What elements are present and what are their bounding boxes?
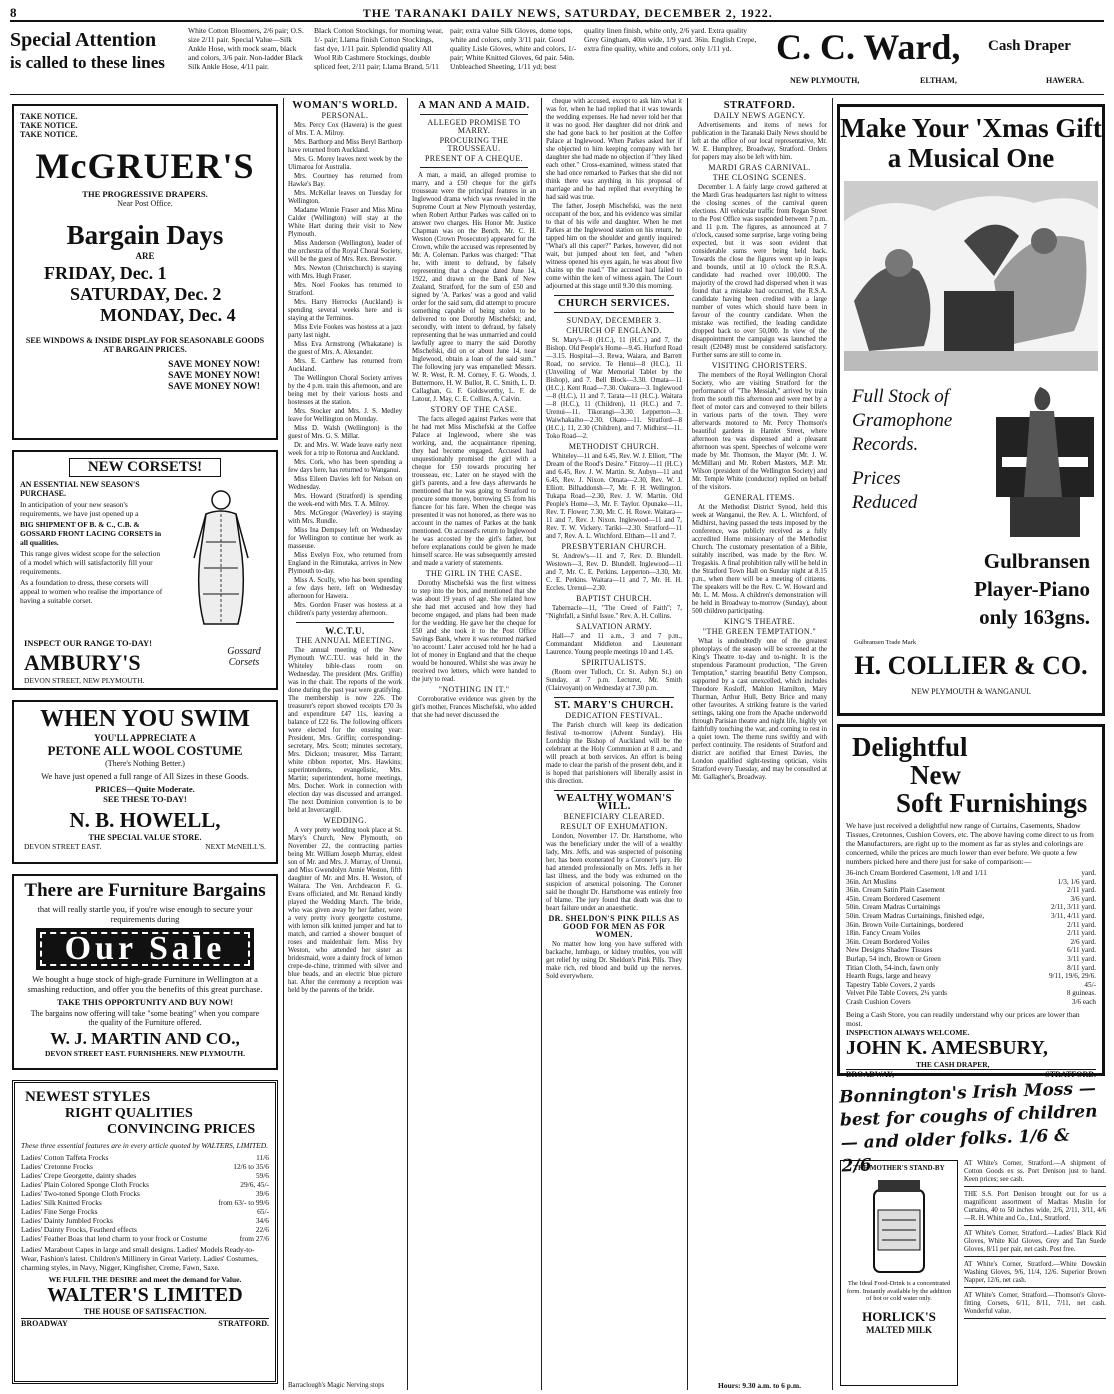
walters-address-right: STRATFORD. [218, 1319, 269, 1328]
price-item-name: Ladies' Crepe Georgette, dainty shades [21, 1171, 137, 1180]
furniture-body: We bought a huge stock of high-grade Furniture in Wellington at a smashing reduction, and offer you the benefits of this great purchase. [27, 974, 263, 994]
save-money: SAVE MONEY NOW! [168, 360, 260, 370]
paper-title: THE TARANAKI DAILY NEWS, SATURDAY, DECEMBER 2, 1922. [362, 5, 773, 20]
furniture-body2: The bargains now offering will take "some beating" when you compare the quality of the Furniture offered. [30, 1009, 260, 1027]
man-maid-sub2: PROCURING THE TROUSSEAU. [439, 136, 509, 153]
price-item-value: 22/6 [255, 1225, 269, 1234]
kings-body: What is undoubtedly one of the greatest photoplays of the season will be screened at the King's Theatre to-day and to-night. It is the stupendous Paramount production, "The Green Temptation," starring beautiful Betty Compson, supported by a cast unexcelled, which includes Theodore Kosloff, Mahlon Hamilton, Mary Thurman, Arthur Hull, Betty Brice and many other favourites. A striking feature is the varied settings, taking one from the Apache underworld through Parisian theatre and night life, highly yet faithfully touching the war, and coming to rest in a quiet town. The theme runs swiftly and with perfect continuity. The residents of Stratford and district are notified that Ernest Davies, the London qualified sight-testing optician, visits Stratford every Tuesday, and may be consulted at Mr. Gallagher's, Broadway. [692, 638, 827, 781]
price-item-name: Tapestry Table Covers, 2 yards [846, 980, 935, 989]
methodist-heading: METHODIST CHURCH. [568, 442, 660, 451]
price-item-value: 8 guineas. [1066, 989, 1096, 998]
price-row [846, 895, 1096, 904]
price-item-name: 36-inch Cream Bordered Casement, 1/8 and 1/11 [846, 869, 987, 877]
mcgruer-location: Near Post Office. [117, 199, 173, 208]
agency-body: Advertisements and items of news for publication in the Taranaki Daily News should be left at the office of our local representative, Mr. W. E. Humphrey, Broadway, Stratford. Orders for papers may also be left with him. [692, 122, 827, 161]
temptation-heading: "THE GREEN TEMPTATION." [702, 627, 817, 636]
price-row [21, 1234, 269, 1243]
price-item-value: 3/6 each [1071, 997, 1096, 1006]
personal-item: Mrs. Barthorp and Miss Beryl Barthorp have returned from Auckland. [288, 139, 402, 154]
price-row [846, 903, 1096, 912]
price-item-value: 3/11 yard. [1067, 954, 1096, 963]
price-item-value: 2/11 yard. [1067, 920, 1096, 929]
walters-l2: RIGHT QUALITIES [65, 1106, 193, 1121]
church-services-title: CHURCH SERVICES. [557, 298, 671, 309]
price-row [21, 1216, 269, 1225]
mardi-heading: MARDI GRAS CARNIVAL. [708, 163, 811, 172]
ward-town-3: HAWERA. [1046, 76, 1085, 85]
pills-heading: DR. SHELDON'S PINK PILLS AS GOOD FOR MEN AS FOR WOMEN. [548, 914, 680, 939]
walters-guarantee: WE FULFIL THE DESIRE and meet the demand for Value. [48, 1275, 242, 1284]
corsets-body1: In anticipation of your new season's requirements, we have just opened up a [20, 500, 139, 518]
girl-heading: THE GIRL IN THE CASE. [425, 569, 523, 578]
price-item-value: 2/11 yard. [1067, 929, 1096, 938]
barraclough-footer: Barraclough's Magic Nerving stops [288, 1382, 402, 1390]
save-money: SAVE MONEY NOW! [168, 382, 260, 392]
collier-advert [837, 104, 1105, 716]
special-line1: Special Attention [10, 29, 157, 51]
save-money: SAVE MONEY NOW! [168, 371, 260, 381]
white-advert-item: AT White's Corner, Stratford.—White Dowskin Washing Gloves, 9/6, 11/4, 12/6. Superior Brown Napper, 12/6, net cash. [964, 1261, 1106, 1288]
amesbury-inspection: INSPECTION ALWAYS WELCOME. [846, 1027, 970, 1037]
horlick-caption: The Ideal Food-Drink is a concentrated form. Instantly available by the addition of hot or cold water only. [846, 1280, 952, 1302]
price-item-name: Velvet Pile Table Covers, 2¼ yards [846, 989, 947, 998]
personal-item: Miss Evelyn Fox, who returned from England in the Rimutaka, arrives in New Plymouth to-day. [288, 552, 402, 575]
personal-item: Mrs. Gordon Fraser was hostess at a children's party yesterday afternoon. [288, 602, 402, 617]
gossard-brand: Gossard Corsets [227, 646, 261, 668]
personal-item: Mrs. Courtney has returned from Hawke's Bay. [288, 173, 402, 188]
hours-line: Hours: 9.30 a.m. to 6 p.m. [692, 1382, 827, 1390]
exhumation-heading: RESULT OF EXHUMATION. [560, 822, 668, 831]
price-row [846, 998, 1096, 1007]
amesbury-name: JOHN K. AMESBURY, [846, 1036, 1048, 1059]
amesbury-intro: We have just received a delightful new range of Curtains, Casements, Shadow Tissues, Cretonnes, Cushion Covers, etc. The above having come direct to us from the Manufacturers, are right up to the moment as far as styles and colorings are concerned, while the prices are much lower than ever before. We quote a few numbers picked here and there just for sake of comparison:— [846, 821, 1094, 866]
swim-line1: YOU'LL APPRECIATE A [94, 733, 196, 743]
man-maid-body2: The facts alleged against Parkes were that he had met Miss Mischefski at the Coffee Palace at Inglewood, where she was working, and, the acquaintance ripening, they had become engaged. Accused had unquestionably promised the girl with a cheque for £50 towards procuring her trousseau, etc. Later on he stayed with the girl's parents, and a few days afterwards he mentioned that he was going to Stratford to procure some money, borrowing £5 from his fiancee for his fare. When the cheque was presented it was not honored, as there was no account in the names of Parkes at the bank mentioned. On accused's return to Inglewood he was accosted by the girl's father, but before explanations could be given he made himself scarce. He was subsequently arrested and made a variety of statements. [412, 416, 536, 567]
personal-item: The Wellington Choral Society arrives by the 4 p.m. train this afternoon, and are being met by their various hosts and hostesses at the station. [288, 375, 402, 406]
ward-logo [770, 26, 1104, 90]
price-item-name: Ladies' Fine Serge Frocks [21, 1207, 98, 1216]
mardi-body: December 1. A fairly large crowd gathered at the Mardi Gras headquarters last night to witness the closing scenes of the carnival queen elections. All vehicular traffic from Regan Street to the Post Office was suspended between 7 p.m. and 11 p.m. The figures, as announced at 7 o'clock, caused some surprise, large voting being expected, but it was soon evident that considerable sums were being held back. Towards the close the figures went up in leaps and bounds, until at 10 o'clock the R.S.A. candidate had reached over 100,000. The majority of the crowd had dispersed when it was found that a mistake had occurred, the R.S.A. candidate having been credited with a large number of votes which should have been in favour of the country candidate. When the mistake was rectified, the leading candidate dropped back to over 50,000. In view of the disappointment the campaign was launched the result (£2048) must be considered satisfactory. Further sums are still to come in. [692, 184, 827, 359]
baptist-heading: BAPTIST CHURCH. [576, 594, 652, 603]
price-item-name: Hearth Rugs, large and heavy [846, 972, 932, 981]
stratford-column [692, 98, 827, 1390]
amesbury-line1: Delightful [852, 732, 968, 762]
spiritualist-body: (Room over Tulloch, Cr. St. Aubyn St.) on Sunday, at 7 p.m. Lecturer, Mr. Smith (Clairvoyant) on Wednesday at 7.30 p.m. [546, 669, 682, 692]
furniture-headline: There are Furniture Bargains [24, 880, 266, 901]
price-row [846, 912, 1096, 921]
amesbury-advert [837, 724, 1105, 1079]
price-item-value: 3/11, 4/11 yard. [1051, 911, 1096, 920]
price-item-name: 45in. Cream Bordered Casement [846, 894, 941, 903]
special-attention-heading [10, 28, 180, 90]
col4-body2: The father, Joseph Mischefski, was the next occupant of the box, and his evidence was similar to that of his wife and daughter. When he met Parkes at the Inglewood station on his return, he tapped him on the shoulder and gently inquired: "What's all this caper?" Parkes, however, did not wait, but jumped about ten feet, and "when witness opened his eyes again, he was about five chains up the road." The accused had failed to come within the ken of witness again. The Court adjourned at this stage until 9.30 this morning. [546, 203, 682, 290]
methodist-body: Whiteley—11 and 6.45, Rev. W. J. Elliott, "The Dream of the Rood's Desire." Fitzroy—11 (H.C.) and 6.45, Rev. J. W. Martin. St. Aubyn—11 and 6.45, Rev. J. Nixon. Omata—2.30, Rev. W. J. Elliott. Bilhaddonsh—7, Mr. F. H. Wellington. Tukapa Road—2.30, Rev. J. W. Martin. Old People's Home—3, Mr. F. Taylor. Opunake—11, Rev. T. Flower; 7.30, Mr. C. H. Rowe. Waitara—11 and 7, Rev. J. Nixon. Inglewood—11 and 7, Rev. T. W. Vickery. Tariki—2.30. Stratford—11 and 7, Rev. A. L. Witchford. Eltham—11 and 7. [546, 453, 682, 540]
price-row [846, 989, 1096, 998]
baptist-body: Tabernacle—11, "The Creed of Faith"; 7, "Nightfall, a Sinful Issue." Rev. A. H. Collins. [546, 605, 682, 620]
personal-item: Mrs. McGregor (Waverley) is staying with Mrs. Rundle. [288, 510, 402, 525]
gramophone-word: Gramophone [852, 410, 953, 431]
bargain-day-2: SATURDAY, Dec. 2 [70, 284, 222, 304]
masthead [10, 6, 1104, 22]
ward-name: C. C. Ward, [776, 27, 961, 67]
bargain-day-3: MONDAY, Dec. 4 [100, 305, 236, 325]
personal-item: Mrs. Harry Herrocks (Auckland) is spending several weeks here and is staying at the Terminus. [288, 299, 402, 322]
column-rule [283, 98, 284, 1390]
horlick-jar-icon [864, 1176, 934, 1276]
price-row [21, 1180, 269, 1189]
amesbury-trade: THE CASH DRAPER, [916, 1059, 990, 1069]
wealthy-heading: WEALTHY WOMAN'S WILL. [556, 793, 672, 812]
sunday-heading: SUNDAY, DECEMBER 3. [566, 316, 662, 325]
closing-heading: THE CLOSING SCENES. [712, 173, 807, 182]
wedding-heading: WEDDING. [323, 816, 367, 825]
price-item-name: 18in. Fancy Cream Voiles [846, 929, 921, 938]
reduced-word: Reduced [852, 492, 918, 513]
personal-item: Mrs. McKellar leaves on Tuesday for Wellington. [288, 190, 402, 205]
price-item-name: 36in. Art Muslins [846, 877, 897, 886]
price-item-name: Ladies' Dainty Frocks, Featherd effects [21, 1225, 137, 1234]
price-row [846, 946, 1096, 955]
wctu-heading: W.C.T.U. [325, 626, 365, 636]
price-item-value: 65/- [257, 1207, 269, 1216]
spiritualist-heading: SPIRITUALISTS. [581, 658, 647, 667]
walters-extra: Ladies' Marabout Capes in large and small designs. Ladies' Models Ready-to-Wear, Fashion's latest. Children's Millinery in Great Variety. Ladies' Costumes, charming styles, in Navy, Nigger, Kingfisher, Creme, Fawn, Saxe. [21, 1245, 258, 1272]
martin-furniture-advert [12, 874, 278, 1070]
price-item-value: 3/6 yard. [1070, 894, 1096, 903]
amesbury-address-right: STRATFORD. [1045, 1069, 1096, 1079]
womans-world-column [288, 98, 402, 1390]
top-advert-band [10, 24, 1104, 95]
walters-price-list [21, 1153, 269, 1243]
price-item-name: Ladies' Feather Boas that lend charm to your frock or Costume [21, 1234, 208, 1243]
price-item-value: 2/6 yard. [1070, 937, 1096, 946]
price-item-value: 11/6 [256, 1153, 269, 1162]
ward-town-1: NEW PLYMOUTH, [790, 76, 860, 85]
price-item-name: Ladies' Two-toned Sponge Cloth Frocks [21, 1189, 140, 1198]
presbyterian-heading: PRESBYTERIAN CHURCH. [561, 542, 667, 551]
man-maid-body4: Corroborative evidence was given by the girl's mother, Frances Mischefski, who added that she had never discussed the [412, 696, 536, 719]
column-rule [407, 98, 408, 1390]
take-notice: TAKE NOTICE. [20, 121, 78, 130]
womans-world-title: WOMAN'S WORLD. [292, 100, 398, 111]
personal-item: Mrs. Cork, who has been spending a few days here, has returned to Wanganui. [288, 459, 402, 474]
white-corner-adverts [964, 1160, 1106, 1386]
price-row [21, 1198, 269, 1207]
beneficiary-heading: BENEFICIARY CLEARED. [563, 812, 665, 821]
ward-text-col1: White Cotton Bloomers, 2/6 pair; O.S. size 2/11 pair. Special Value—Silk Ankle Hose, with mock seam, black and colors, 3/6 pair. Non-ladder Black Silk Ankle Hose, 4/11 pair. [188, 26, 304, 71]
ward-text-col3: pair; extra value Silk Gloves, dome tops, white and colors, only 3/11 pair. Good quality Lisle Gloves, white and colors, 1/- pair; White Knitted Gloves, 6d pair. 54in. Unbleached Sheeting, 1/11 yd; best [450, 26, 577, 71]
price-item-value: 2/11, 3/11 yard. [1051, 903, 1096, 912]
price-row [846, 886, 1096, 895]
corsets-line1: AN ESSENTIAL NEW SEASON'S PURCHASE. [20, 480, 140, 498]
price-item-value: 39/6 [255, 1189, 269, 1198]
man-maid-body3: Dorothy Mischefski was the first witness to step into the box, and mentioned that she was about 19 years of age. She related how she had met accused and how they had become engaged, and plans had been made for the wedding. He gave her the cheque for £50 and she took it to the Post Office Savings Bank, where it was returned marked 'no account.' Later accused told her he had a lot of money in England and that the cheque would be honoured. Whilst she was away he received two letters, which were handed to the jury to read. [412, 580, 536, 683]
price-row [846, 955, 1096, 964]
swim-line3: (There's Nothing Better.) [105, 759, 185, 768]
ward-town-2: ELTHAM, [920, 76, 957, 85]
price-item-value: 29/6, 45/- [240, 1180, 269, 1189]
personal-item: Mrs. Stocker and Mrs. J. S. Medley leave for Wellington on Monday. [288, 408, 402, 423]
walters-l1: NEWEST STYLES [25, 1089, 151, 1105]
personal-item: Miss Eva Armstrong (Whakatane) is the guest of Mrs. A. Alexander. [288, 341, 402, 356]
price-item-name: 50in. Cream Madras Curtainings, finished edge, [846, 911, 985, 920]
howell-store: THE SPECIAL VALUE STORE. [88, 833, 202, 842]
furniture-take: TAKE THIS OPPORTUNITY AND BUY NOW! [56, 997, 234, 1007]
collier-stock-block [852, 385, 952, 515]
price-item-name: 36in. Brown Voile Curtainings, bordered [846, 920, 964, 929]
walters-intro: These three essential features are in every article quoted by WALTERS, LIMITED. [21, 1141, 268, 1150]
visiting-body: The members of the Royal Wellington Choral Society, who are visiting Stratford for the performance of "The Messiah," arrived by train from the south this afternoon and were met by a fleet of motor cars and conveyed to their billets in various parts of the town. They were afterwards motored to Mr. Percy Thomson's beautiful gardens in Hamlet Street, where afternoon tea was dispensed and a pleasant afternoon was spent. Speeches of welcome were made by Mr. Thomson, the Mayor (Mr. J. W. McMillan) and Mr. Robert Masters, M.P. Mr. Wilson (president of the Wellington Society) and Mr. Temple White (conductor) replied on behalf of the visitors. [692, 372, 827, 491]
see-windows: SEE WINDOWS & INSIDE DISPLAY FOR SEASONABLE GOODS AT BARGAIN PRICES. [25, 336, 265, 354]
amesbury-address-left: BROADWAY, [846, 1069, 895, 1079]
personal-item: Miss A. Scully, who has been spending a few days here, left on Wednesday afternoon for Hawera. [288, 577, 402, 600]
price-item-name: Burlap, 54 inch, Brown or Green [846, 954, 941, 963]
coe-heading: CHURCH OF ENGLAND. [566, 326, 662, 335]
stratford-title: STRATFORD. [723, 100, 796, 111]
price-163gns: only 163gns. [979, 605, 1090, 629]
price-row [846, 981, 1096, 990]
walters-l3: CONVINCING PRICES [107, 1122, 256, 1137]
inspect-range: INSPECT OUR RANGE TO-DAY! [24, 638, 152, 648]
price-row [846, 869, 1096, 878]
price-item-name: Crash Cushion Covers [846, 997, 911, 1006]
white-advert-item: AT White's Corner, Stratford.—Ladies' Black Kid Gloves, White Kid Gloves, Grey and Tan Suede Gloves, 8/11 per pair, net cash. Post free. [964, 1230, 1106, 1257]
price-row [846, 972, 1096, 981]
swim-line2: PETONE ALL WOOL COSTUME [47, 743, 243, 758]
price-item-name: Ladies' Silk Knitted Frocks [21, 1198, 102, 1207]
our-sale-banner: Our Sale [36, 928, 254, 970]
amesbury-note: Being a Cash Store, you can readily understand why our prices are lower than most. [846, 1009, 1080, 1028]
corsets-shipment: BIG SHIPMENT OF B. & C., C.B. & GOSSARD FRONT LACING CORSETS in all qualities. [20, 520, 162, 547]
bargain-days: Bargain Days [66, 220, 224, 250]
amesbury-price-list [846, 869, 1096, 1007]
price-item-value: 1/3, 1/6 yard. [1057, 877, 1096, 886]
agency-heading: DAILY NEWS AGENCY. [713, 111, 806, 120]
horlick-advert [840, 1160, 958, 1386]
price-item-name: 50in. Cream Madras Curtainings [846, 903, 941, 912]
swim-line4: We have just opened a full range of All Sizes in these Goods. [41, 771, 249, 781]
personal-item: Miss Anderson (Wellington), leader of the orchestra of the Royal Choral Society, will be the guest of Mrs. Rex. Brewster. [288, 240, 402, 263]
white-advert-item: AT White's Corner, Stratford.—Thomson's Glove-fitting Corsets, 6/11, 8/11, 7/11, net cash. Wonderful value. [964, 1292, 1106, 1319]
page-number: 8 [10, 5, 18, 20]
price-item-value: 8/11 yard. [1067, 963, 1096, 972]
take-notice: TAKE NOTICE. [20, 130, 78, 139]
price-item-value: 59/6 [255, 1171, 269, 1180]
presbyterian-body: St. Andrew's—11 and 7, Rev. D. Blundell. Westown—3, Rev. D. Blundell. Inglewood—11 and 7, Mr. C. E. Perkins. Lepperton—3.30, Mr. C. E. Perkins. Waitara—11 and 7, Mr. H. H. Eccles. Urenui—2.30. [546, 553, 682, 592]
personal-item: Dr. and Mrs. W. Wade leave early next week for a trip to Rotorua and Auckland. [288, 442, 402, 457]
price-item-name: Ladies' Dainty Jumbled Frocks [21, 1216, 113, 1225]
collier-line2: a Musical One [887, 143, 1055, 173]
nothing-heading: "NOTHING IN IT." [438, 685, 510, 694]
column-rule [687, 98, 688, 1390]
price-row [21, 1225, 269, 1234]
prices-word: Prices [852, 468, 901, 489]
price-item-name: Ladies' Cotton Taffeta Frocks [21, 1153, 109, 1162]
howell-address-right: NEXT McNEILL'S. [205, 842, 266, 851]
ambury-name: AMBURY'S [24, 650, 141, 675]
ward-text-col2: Black Cotton Stockings, for morning wear, 1/- pair; Llama finish Cotton Stockings, fast dye, 1/11 pair. Splendid quality All Wool Rib Cashmere Stockings, double spliced feet, 2/11 pair; Llama Brand, 5/11 [314, 26, 444, 71]
price-item-value: yard. [1081, 869, 1096, 877]
full-stock: Full Stock of [852, 386, 950, 407]
st-marys-body: The Parish church will keep its dedication festival to-morrow (Advent Sunday). His Lordship the Bishop of Auckland will be the celebrant at the Holy Communion at 8 a.m., and will preach at both services. An effort is being made to clear the parish of the present debt, and it is hoped that parishioners will liberally assist in this direction. [546, 722, 682, 785]
martin-name: W. J. MARTIN AND CO., [50, 1029, 240, 1048]
personal-item: Mrs. Howard (Stratford) is spending the week-end with Mrs. T. A. Milroy. [288, 493, 402, 508]
man-maid-sub1: ALLEGED PROMISE TO MARRY. [427, 118, 521, 135]
bargain-day-1: FRIDAY, Dec. 1 [44, 263, 167, 283]
furniture-line1: that will really startle you, if you're wise enough to secure your requirements during [37, 904, 253, 924]
price-item-value: 12/6 to 35/6 [233, 1162, 269, 1171]
player-piano-word: Player-Piano [974, 577, 1090, 601]
walters-motto: THE HOUSE OF SATISFACTION. [83, 1307, 207, 1316]
personal-item: Mrs. G. Morey leaves next week by the Ulimaroa for Australia. [288, 156, 402, 171]
price-item-value: 6/11 yard. [1067, 946, 1096, 955]
personal-item: Mrs. E. Carthew has returned from Auckland. [288, 358, 402, 373]
price-row [846, 921, 1096, 930]
price-row [846, 964, 1096, 973]
collier-line1: Make Your 'Xmas Gift [840, 113, 1102, 143]
personal-heading: PERSONAL. [321, 111, 369, 120]
howell-address-left: DEVON STREET EAST. [24, 842, 102, 851]
corsets-title: NEW CORSETS! [69, 458, 221, 477]
are-word: ARE [135, 251, 155, 261]
walters-name: WALTER'S LIMITED [47, 1284, 243, 1306]
ward-text-col4: quality linen finish, white only, 2/6 yard. Extra quality Grey Gingham, 40in wide, 1/9 yard. 36in. English Crepe, extra fine quality, white and colors, only 1/11 yd. [584, 26, 757, 53]
price-row [846, 938, 1096, 947]
mcgruer-tagline: THE PROGRESSIVE DRAPERS. [82, 189, 208, 199]
mcgruer-advert [12, 104, 278, 440]
personal-item: Madame Winnie Fraser and Miss Mina Calder (Wellington) will stay at the White Hart during their visit to New Plymouth. [288, 207, 402, 238]
personal-item: Miss Evie Fookes was hostess at a jazz party last night. [288, 324, 402, 339]
corsets-body2: This range gives widest scope for the selection of a model which will satisfactorily fill your requirements. [20, 549, 161, 576]
collier-piano-block [840, 547, 1102, 631]
take-notice: TAKE NOTICE. [20, 112, 78, 121]
coe-body: St. Mary's—8 (H.C.), 11 (H.C.) and 7, the Bishop. Old People's Home—9.45. Hurford Road—3.15. Hospital—3. Rewa, Waiara, and Barrett Road, no service. Te Henui—8 (H.C.), 11 (Unveiling of War Memorial Tablet by the Bishop), and 7. Bell Block—3.30. Omata—11 (H.C.). Kent Road—7.30. Oakura—3. Inglewood—8 (H.C.), 11 and 7. Tarata—11 (H.C.). Waitara—8 (H.C.), 11 (Children), 11 (H.C.) and 7. Urenui—11. Tikorangi—3.30. Lepperton—3. Waiwhakaiho—2.30. Okato—11. Stratford—8 (H.C.), 11, 2.30 (Children), and 7. Midhirst—11. Toko Road—2. [546, 337, 682, 440]
personal-item: Mrs. Percy Cox (Hawera) is the guest of Mrs. T. A. Milroy. [288, 122, 402, 137]
general-body: At the Methodist District Synod, held this week at Wanganui, the Rev. A. L. Witchford, of Midhirst, having passed the tests imposed by the conference, was publicly received as a fully accredited Home missionary of the Methodist Church. The customary presentation of a Bible, suitably inscribed, was made by the Rev. W. Tregaskis. A final prohibition rally will be held in the Stratford Town Hall on Sunday night at 8.15 p.m., when there will be a meeting of citizens. The speakers will be the Rev. C. W. Howard and Mr. L. M. Moss. A children's demonstration will be held in Broadway to-morrow (Sunday), about 500 children participating. [692, 504, 827, 615]
swim-see: SEE THESE TO-DAY! [103, 794, 187, 804]
personal-item: Mrs. Newton (Christchurch) is staying with Mrs. Hugh Fraser. [288, 265, 402, 280]
price-item-value: from 63/- to 99/6 [218, 1198, 269, 1207]
ambury-corset-advert [12, 450, 278, 690]
ward-trade: Cash Draper [988, 38, 1071, 54]
price-item-name: 36in. Cream Bordered Voiles [846, 937, 930, 946]
martin-address: DEVON STREET EAST. FURNISHERS. NEW PLYMOUTH. [44, 1049, 246, 1058]
column-rule [832, 98, 833, 1390]
amesbury-line2: New [910, 760, 961, 790]
story-heading: STORY OF THE CASE. [430, 405, 518, 414]
price-row [21, 1207, 269, 1216]
swim-prices: PRICES—Quite Moderate. [95, 784, 195, 794]
gulbransen-word: Gulbransen [983, 549, 1090, 573]
price-row [21, 1153, 269, 1162]
annual-meeting-heading: THE ANNUAL MEETING. [295, 636, 395, 645]
howell-swim-advert [12, 700, 278, 864]
price-row [21, 1171, 269, 1180]
price-row [21, 1189, 269, 1198]
price-item-name: 36in. Cream Satin Plain Casement [846, 886, 945, 895]
personal-item: Miss Eileen Davies left for Nelson on Wednesday. [288, 476, 402, 491]
general-heading: GENERAL ITEMS. [724, 493, 795, 502]
price-row [846, 878, 1096, 887]
kings-heading: KING'S THEATRE. [723, 617, 796, 626]
personal-item: Miss Ina Dempsey left on Wednesday for Wellington to continue her work as masseuse. [288, 527, 402, 550]
horlick-product: MALTED MILK [866, 1324, 932, 1335]
walters-advert [12, 1080, 278, 1384]
salvation-body: Hall—7 and 11 a.m., 3 and 7 p.m., Commandant Middleton and Lieutenant Laurence. Young people meetings 10 and 1.45. [546, 633, 682, 656]
personal-item: Mrs. Noel Fookes has returned to Stratford. [288, 282, 402, 297]
man-maid-title: A MAN AND A MAID. [418, 100, 530, 111]
amesbury-line3: Soft Furnishings [896, 788, 1088, 818]
st-marys-heading: ST. MARY'S CHURCH. [554, 700, 674, 711]
price-item-name: Titian Cloth, 54-inch, fawn only [846, 963, 939, 972]
col4-body1: cheque with accused, except to ask him what it was for, when he had replied that it was towards the wedding expenses. He had never told her that it was no good. Her daughter did not drink and she had gone back to her position at the Coffee Palace at Inglewood. When Parkes asked her if she objected to him keeping company with her daughter she had made no objection if "they liked each other." Cross-examined, witness stated that she had once remarked to Parkes that she did not think there was anything in his proposal of marriage and he had replied that everything he had said was true. [546, 98, 682, 201]
visiting-heading: VISITING CHORISTERS. [711, 361, 808, 370]
mcgruer-name: McGRUER'S [35, 146, 255, 186]
pills-body: No matter how long you have suffered with backache, lumbago, or kidney troubles, you will get relief by using Dr. Sheldon's Pink Pills. They make rich, red blood and build up the nerves. Sold everywhere. [546, 941, 682, 980]
bonnington-script-advert: Bonnington's Irish Moss — best for coughs of children — and older folks. 1/6 & 2/6 [838, 1078, 1098, 1177]
personal-items [288, 122, 402, 618]
dedication-heading: DEDICATION FESTIVAL. [565, 711, 663, 720]
horlick-top: THE MOTHER'S STAND-BY [853, 1164, 945, 1172]
price-row [21, 1162, 269, 1171]
records-word: Records. [852, 434, 919, 455]
corset-figure-icon [176, 486, 266, 636]
piano-player-icon [990, 387, 1100, 537]
column-rule [541, 98, 542, 1390]
white-advert-item: THE S.S. Port Denison brought out for us a magnificent assortment of Madras Muslin for Curtains, 40 to 50 inches wide, 2/6, 2/11, 3/11, 4/6—R. H. White and Co., Ltd., Stratford. [964, 1191, 1106, 1226]
collier-towns: NEW PLYMOUTH & WANGANUI. [911, 687, 1031, 696]
swim-headline: WHEN YOU SWIM [40, 706, 250, 732]
price-item-value: 45/- [1084, 980, 1096, 989]
price-item-name: Ladies' Plain Colored Sponge Cloth Frocks [21, 1180, 149, 1189]
wealthy-body: London, November 17. Dr. Hartsthorne, who was the beneficiary under the will of a wealthy lady, Mrs. Jeffs, and was suspected of poisoning her, has been exonerated by a Coroner's jury. He had attended professionally on Mrs. Jeffs in her last illness, and the body was exhumed on the suspicion of arsenical poisoning. The Coroner said he thought Dr. Hartsthorne was entirely free of blame. The jury found that death was due to heart failure under an anaesthetic. [546, 833, 682, 912]
white-advert-item: AT White's Corner, Stratford.—A shipment of Cotton Goods ex ss. Port Denison just to hand. Keen prices; see cash. [964, 1160, 1106, 1187]
gulbransen-trademark: Gulbransen Trade Mark [854, 639, 917, 646]
howell-name: N. B. HOWELL, [69, 808, 221, 832]
gramophone-illustration-icon [844, 181, 1098, 371]
wedding-body: A very pretty wedding took place at St. Mary's Church, New Plymouth, on November 22, the contracting parties being Mr. William Joseph Murray, eldest son of Mr. and Mrs. J. Murray, of Urenui, and Miss Gwendolyn Annie Weston, fifth daughter of Mr. and Mrs. H. Weston, of Waitara. The Ven. Archdeacon F. G. Evans officiated, and Mr. Renaud kindly played the Wedding March. The bride, who was given away by her father, wore a very pretty ivory georgette costume, with lemon silk knitted jumper and hat to match, and carried a shower bouquet of roses and maidenhair fern. Miss Ivy Weston, who attended her sister as bridesmaid, wore a dainty frock of lemon crepe-de-chine, trimmed with silver and blue beads, and an electric blue picture hat. After the ceremony a reception was held by the parents of the bride. [288, 827, 402, 994]
price-item-value: 34/6 [255, 1216, 269, 1225]
man-maid-body1: A man, a maid, an alleged promise to marry, and a £50 cheque for the girl's trousseau were the principal features in an Inglewood drama which was revealed in the Supreme Court at New Plymouth yesterday, when Robert Arthur Parkes was called on to answer two charges. His Honor Mr. Justice Chapman was on the Bench. Mr. C. H. Weston (Crown Prosecutor) appeared for the Crown, while the accused was represented by Mr. A. Coleman. Parkes was charged: "That he, with intent to defraud, by falsely representing that a cheque dated June 14, 1922, and drawn on the Bank of New Zealand, Stratford, for the sum of £50 and signed by 'A. Parkes' was a good and valid order for the said sum, did attempt to procure something capable of being stolen to be delivered to one Dorothy Mischefski; and, secondly, with intent to defraud, by falsely representing that he was unmarried and could lawfully agree to marry the said Dorothy Mischefski, did on or about June 14, near Inglewood, obtain a loan of the said sum." The following jury was empanelled: Messrs. W. R. West, R. M. Corney, F. G. Woods, J. Buttermore, H. W. Bullot, R. C. Smith, L. D. Callaghan, G. F. Goldsworthy, L. F. de Latour, J. May, C. E. Collins, A. Calvin. [412, 172, 536, 403]
church-services-column [546, 98, 682, 1390]
price-item-value: from 27/6 [239, 1234, 269, 1243]
price-item-name: Ladies' Cretonne Frocks [21, 1162, 93, 1171]
walters-address-left: BROADWAY [21, 1319, 68, 1328]
collier-name: H. COLLIER & CO. [854, 651, 1088, 680]
price-item-value: 9/11, 19/6, 29/6. [1048, 972, 1096, 981]
price-item-value: 2/11 yard. [1067, 886, 1096, 895]
corsets-body3: As a foundation to dress, these corsets will appeal to women who realise the importance of having a suitable corset. [20, 578, 163, 605]
personal-item: Miss D. Walsh (Wellington) is the guest of Mrs. G. S. Millar. [288, 425, 402, 440]
man-and-maid-column [412, 98, 536, 1390]
price-item-name: New Designs Shadow Tissues [846, 946, 933, 955]
wctu-body: The annual meeting of the New Plymouth W.C.T.U. was held in the Whiteley bible-class room on Wednesday. The president (Mrs. Griffin) was in the chair. The reports of the work done during the past year were gratifying. The membership is now 226. The treasurer's report showed receipts £70 3s and expenditure £47 11s, leaving a balance of £22 6s. The following officers were elected for the ensuing year: President, Mrs. Griffin; corresponding-secretary, Mrs. Scott; minutes secretary, Mrs. Dickson; treasurer, Miss Tarrant; white ribbon reporter, Mrs. Hawkins; superintendents, evangelistic, Mrs. Martin; superintendent, home meetings, Mrs. Docher. Work in connection with election day was discussed and arranged. The next Dominion convention is to be held at Invercargill. [288, 647, 402, 814]
man-maid-sub3: PRESENT OF A CHEQUE. [424, 154, 524, 163]
ambury-address: DEVON STREET, NEW PLYMOUTH. [24, 676, 145, 685]
special-line2: is called to these lines [10, 53, 165, 72]
horlick-name: HORLICK'S [862, 1308, 936, 1324]
price-row [846, 929, 1096, 938]
salvation-heading: SALVATION ARMY. [576, 622, 652, 631]
